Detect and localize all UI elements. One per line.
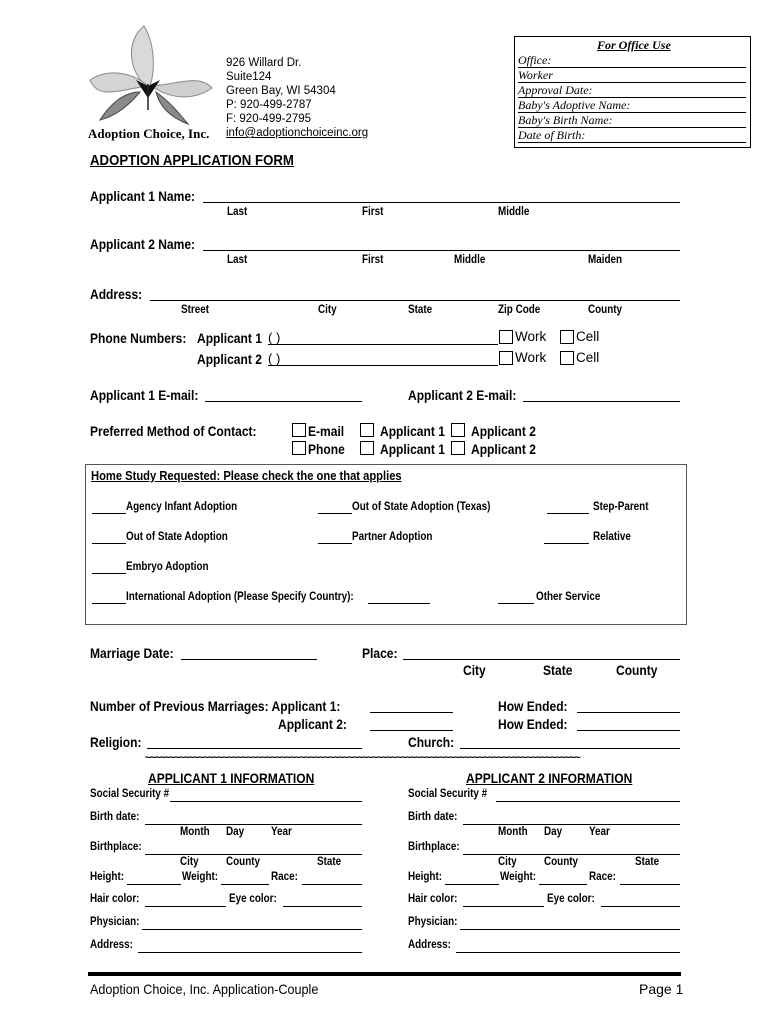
- applicant2-info-title: APPLICANT 2 INFORMATION: [466, 770, 633, 786]
- applicant1-birth-month: Month: [180, 826, 210, 838]
- applicant2-height-label: Height:: [408, 871, 443, 883]
- applicant2-name-sub-maiden: Maiden: [588, 254, 623, 266]
- contact-label: Preferred Method of Contact:: [90, 423, 257, 439]
- contact-email-applicant1-label: Applicant 1: [380, 423, 445, 439]
- applicant2-birth-day: Day: [544, 826, 563, 838]
- applicant2-ssn-field[interactable]: [496, 801, 680, 802]
- how-ended-2-label: How Ended:: [498, 716, 568, 732]
- home-study-title: Home Study Requested: Please check the one that applies: [91, 468, 402, 483]
- applicant2-eye-field[interactable]: [601, 906, 680, 907]
- applicant2-name-sub-first: First: [362, 254, 384, 266]
- home-study-agency-infant: Agency Infant Adoption: [126, 501, 238, 513]
- home-study-relative: Relative: [593, 531, 631, 543]
- applicant1-name-sub-last: Last: [227, 206, 248, 218]
- applicant2-birth-date-label: Birth date:: [408, 811, 458, 823]
- address-street: 926 Willard Dr.: [226, 57, 302, 69]
- applicant2-hair-label: Hair color:: [408, 893, 458, 905]
- applicant2-address-label: Address:: [408, 939, 451, 951]
- applicant1-birthplace-label: Birthplace:: [90, 841, 142, 853]
- address-label: Address:: [90, 286, 143, 302]
- office-use-field-label: Baby's Adoptive Name:: [518, 98, 631, 112]
- applicant2-birthplace-city: City: [498, 856, 517, 868]
- form-title: ADOPTION APPLICATION FORM: [90, 152, 294, 169]
- applicant1-birthplace-field[interactable]: [145, 854, 362, 855]
- applicant2-birthplace-state: State: [635, 856, 660, 868]
- applicant1-weight-field[interactable]: [221, 884, 269, 885]
- home-study-step-parent: Step-Parent: [593, 501, 649, 513]
- applicant1-ssn-field[interactable]: [170, 801, 362, 802]
- office-use-field-label: Approval Date:: [518, 83, 593, 97]
- phone-applicant2-paren: ( ): [268, 351, 281, 366]
- applicant1-name-sub-first: First: [362, 206, 384, 218]
- home-study-out-of-state-texas: Out of State Adoption (Texas): [352, 501, 491, 513]
- logo-text: Adoption Choice, Inc.: [88, 126, 210, 141]
- contact-email-label: E-mail: [308, 423, 345, 439]
- applicant1-email-label: Applicant 1 E-mail:: [90, 387, 199, 403]
- home-study-partner: Partner Adoption: [352, 531, 433, 543]
- home-study-international: International Adoption (Please Specify Country):: [126, 591, 354, 603]
- applicant2-birthplace-label: Birthplace:: [408, 841, 460, 853]
- applicant2-race-field[interactable]: [620, 884, 680, 885]
- previous-marriages-label: Number of Previous Marriages: Applicant 1:: [90, 698, 341, 714]
- applicant1-height-label: Height:: [90, 871, 125, 883]
- address-sub-street: Street: [181, 304, 210, 316]
- applicant1-info-column: [90, 0, 370, 1024]
- applicant2-eye-label: Eye color:: [547, 893, 595, 905]
- applicant1-info-title: APPLICANT 1 INFORMATION: [148, 770, 315, 786]
- applicant2-weight-label: Weight:: [500, 871, 537, 883]
- applicant1-address-label: Address:: [90, 939, 133, 951]
- address-email[interactable]: info@adoptionchoiceinc.org: [226, 127, 369, 139]
- church-label: Church:: [408, 734, 455, 750]
- how-ended-1-label: How Ended:: [498, 698, 568, 714]
- applicant2-name-sub-middle: Middle: [454, 254, 486, 266]
- address-sub-city: City: [318, 304, 337, 316]
- applicant1-birth-year: Year: [271, 826, 292, 838]
- address-sub-state: State: [408, 304, 433, 316]
- applicant2-height-field[interactable]: [445, 884, 499, 885]
- applicant2-hair-field[interactable]: [463, 906, 544, 907]
- contact-phone-label: Phone: [308, 441, 345, 457]
- applicant2-name-sub-last: Last: [227, 254, 248, 266]
- applicant1-birth-day: Day: [226, 826, 245, 838]
- applicant1-birthplace-state: State: [317, 856, 342, 868]
- applicant2-physician-field[interactable]: [460, 929, 680, 930]
- office-use-field-label: Office:: [518, 53, 552, 67]
- office-use-field-label: Worker: [518, 68, 553, 82]
- applicant2-birth-date-field[interactable]: [463, 824, 680, 825]
- address-suite: Suite124: [226, 71, 272, 83]
- footer-page: Page 1: [639, 981, 684, 997]
- phone-applicant1-cell-label: Cell: [576, 329, 600, 344]
- phone-applicant1-paren: ( ): [268, 330, 281, 345]
- applicant1-birthplace-city: City: [180, 856, 199, 868]
- home-study-embryo: Embryo Adoption: [126, 561, 209, 573]
- applicant2-email-label: Applicant 2 E-mail:: [408, 387, 517, 403]
- marriage-place-sub-state: State: [543, 662, 573, 678]
- phone-applicant1-work-label: Work: [515, 329, 547, 344]
- religion-label: Religion:: [90, 734, 142, 750]
- applicant1-physician-label: Physician:: [90, 916, 140, 928]
- office-use-title: For Office Use: [597, 38, 671, 52]
- applicant2-birthplace-field[interactable]: [463, 854, 680, 855]
- phone-applicant2-cell-label: Cell: [576, 350, 600, 365]
- marriage-date-label: Marriage Date:: [90, 645, 174, 661]
- office-use-field-label: Baby's Birth Name:: [518, 113, 613, 127]
- marriage-place-sub-city: City: [463, 662, 486, 678]
- applicant1-birth-date-label: Birth date:: [90, 811, 140, 823]
- office-use-field-label: Date of Birth:: [518, 128, 586, 142]
- home-study-other: Other Service: [536, 591, 601, 603]
- applicant2-info-column: [408, 0, 688, 1024]
- applicant1-eye-field[interactable]: [283, 906, 362, 907]
- address-sub-county: County: [588, 304, 623, 316]
- address-phone: P: 920-499-2787: [226, 99, 312, 111]
- applicant1-eye-label: Eye color:: [229, 893, 277, 905]
- applicant2-weight-field[interactable]: [539, 884, 587, 885]
- address-city: Green Bay, WI 54304: [226, 85, 336, 97]
- applicant2-birth-year: Year: [589, 826, 610, 838]
- applicant1-race-field[interactable]: [302, 884, 362, 885]
- applicant1-address-field[interactable]: [138, 952, 362, 953]
- applicant1-name-sub-middle: Middle: [498, 206, 530, 218]
- previous-marriages-applicant2-label: Applicant 2:: [278, 716, 347, 732]
- applicant1-hair-field[interactable]: [145, 906, 226, 907]
- footer-rule: [88, 972, 681, 976]
- applicant1-weight-label: Weight:: [182, 871, 219, 883]
- applicant1-physician-field[interactable]: [142, 929, 362, 930]
- applicant2-physician-label: Physician:: [408, 916, 458, 928]
- applicant2-name-label: Applicant 2 Name:: [90, 236, 196, 252]
- contact-phone-applicant1-label: Applicant 1: [380, 441, 445, 457]
- phone-applicant1-label: Applicant 1: [197, 330, 262, 346]
- applicant2-birth-month: Month: [498, 826, 528, 838]
- tilde-divider: ~~~~~~~~~~~~~~~~~~~~~~~~~~~~~~~~~~~~~~~~~~~~~~~~~~~~~~~~~~~~~~~~~~~~~~~~~~~~~~~~~~~~~~~~~~: [145, 752, 580, 764]
- applicant1-name-label: Applicant 1 Name:: [90, 188, 196, 204]
- applicant2-race-label: Race:: [589, 871, 616, 883]
- applicant2-ssn-label: Social Security #: [408, 788, 488, 800]
- applicant2-birthplace-county: County: [544, 856, 579, 868]
- footer-left: Adoption Choice, Inc. Application-Couple: [90, 981, 319, 997]
- applicant1-birth-date-field[interactable]: [145, 824, 362, 825]
- applicant1-height-field[interactable]: [127, 884, 181, 885]
- marriage-place-label: Place:: [362, 645, 398, 661]
- phone-applicant2-work-label: Work: [515, 350, 547, 365]
- applicant1-race-label: Race:: [271, 871, 298, 883]
- contact-email-applicant2-label: Applicant 2: [471, 423, 536, 439]
- applicant1-ssn-label: Social Security #: [90, 788, 170, 800]
- phone-applicant2-label: Applicant 2: [197, 351, 262, 367]
- phone-label: Phone Numbers:: [90, 330, 187, 346]
- contact-phone-applicant2-label: Applicant 2: [471, 441, 536, 457]
- home-study-out-of-state: Out of State Adoption: [126, 531, 228, 543]
- applicant1-birthplace-county: County: [226, 856, 261, 868]
- applicant1-hair-label: Hair color:: [90, 893, 140, 905]
- marriage-place-sub-county: County: [616, 662, 658, 678]
- address-fax: F: 920-499-2795: [226, 113, 312, 125]
- applicant2-address-field[interactable]: [456, 952, 680, 953]
- address-sub-zip: Zip Code: [498, 304, 541, 316]
